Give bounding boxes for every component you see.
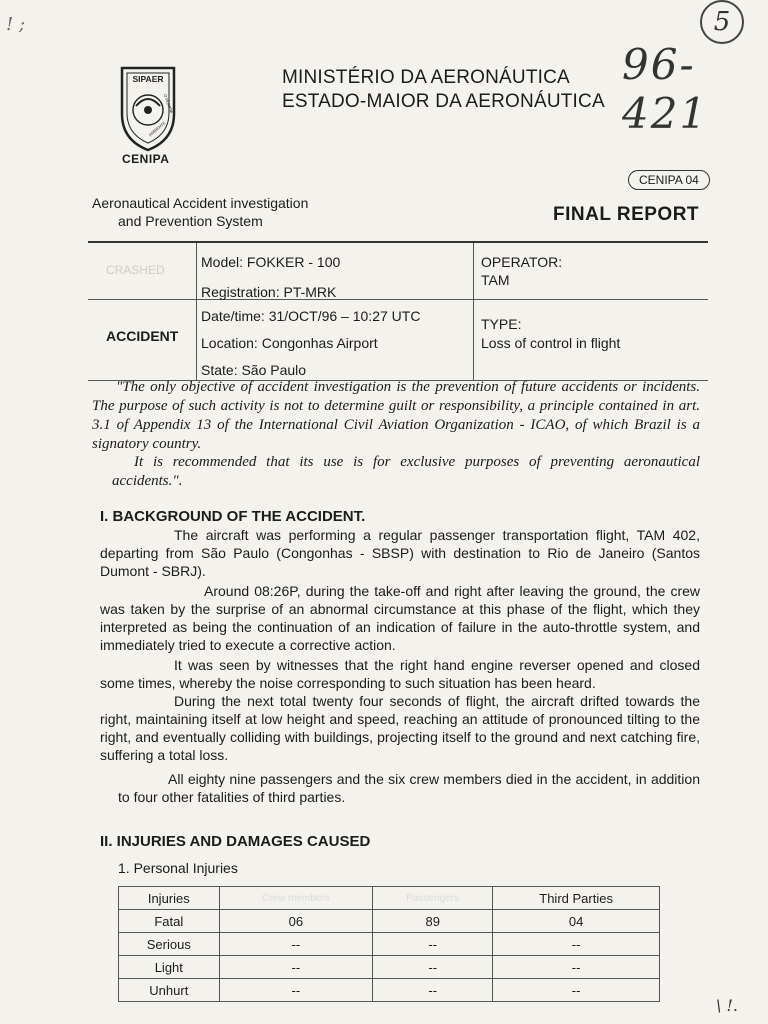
cell-passengers: --	[373, 979, 493, 1002]
table-header-row	[119, 887, 660, 910]
system-name	[92, 194, 308, 230]
handwritten-margin-mark: ! ;	[6, 14, 26, 35]
cell-passengers: --	[373, 933, 493, 956]
header-crew: Crew members	[219, 887, 373, 910]
disclaimer-paragraph-2: It is recommended that its use is for exclusive purposes of preventing aeronautical accidents.".	[112, 454, 700, 489]
occurrence-state: State: São Paulo	[201, 362, 307, 378]
section-1-paragraph-2: Around 08:26P, during the take-off and right after leaving the ground, the crew was taken by the surprise of an abnormal circumstance at this phase of the flight, which they interpreted as being the continuation of an indication of failure in the auto-throttle system, and immediately tried to execute a corrective action.	[100, 583, 700, 653]
faded-classification: CRASHED	[106, 263, 165, 277]
cell-crew: --	[219, 979, 373, 1002]
cell-passengers: --	[373, 956, 493, 979]
occurrence-location: Location: Congonhas Airport	[201, 335, 378, 351]
handwritten-case-number: 96-421	[622, 40, 709, 138]
logo-arc-top: SIPAER	[132, 74, 164, 84]
type-label: TYPE:	[481, 316, 522, 332]
accident-info-table	[88, 241, 708, 381]
cell-label: Light	[119, 956, 220, 979]
table-row	[119, 979, 660, 1002]
disclaimer-paragraph-1: "The only objective of accident investigation is the prevention of future accidents or incidents. The purpose of such activity is not to determine guilt or responsibility, a principle contained in art. 3.1 of Appendix 13 of the International Civil Aviation Organization - ICAO, of which Brazil is a signatory country.	[92, 379, 700, 452]
occurrence-category: ACCIDENT	[106, 328, 179, 344]
section-1-paragraph-1: The aircraft was performing a regular passenger transportation flight, TAM 402, departing from São Paulo (Congonhas - SBSP) with destination to Rio de Janeiro (Santos Dumont - SBRJ).	[100, 527, 700, 579]
system-line-1: Aeronautical Accident investigation	[92, 195, 309, 211]
handwritten-bottom-mark: \ !.	[716, 996, 738, 1015]
section-1-paragraph-3: It was seen by witnesses that the right hand engine reverser opened and closed some times, whereby the noise corresponding to such situation has been heard.	[100, 657, 700, 691]
report-title: FINAL REPORT	[553, 204, 700, 225]
document-code-badge: CENIPA 04	[628, 170, 710, 190]
sipaer-shield-logo	[118, 64, 178, 152]
cell-label: Fatal	[119, 910, 220, 933]
header-injuries: Injuries	[119, 887, 220, 910]
ministry-line-2: ESTADO-MAIOR DA AERONÁUTICA	[282, 91, 605, 112]
system-line-2: and Prevention System	[118, 213, 263, 229]
header-third-parties: Third Parties	[493, 887, 660, 910]
section-1-heading: I. BACKGROUND OF THE ACCIDENT.	[100, 508, 366, 525]
type-value: Loss of control in flight	[481, 335, 621, 351]
logo-arc-bottom: AMBIENTE	[147, 120, 167, 138]
cell-third-parties: 04	[493, 910, 660, 933]
cell-crew: --	[219, 933, 373, 956]
cell-third-parties: --	[493, 956, 660, 979]
aircraft-model: Model: FOKKER - 100	[201, 254, 341, 270]
cell-crew: --	[219, 956, 373, 979]
ministry-title	[282, 66, 605, 114]
table-row	[119, 956, 660, 979]
cell-third-parties: --	[493, 979, 660, 1002]
occurrence-datetime: Date/time: 31/OCT/96 – 10:27 UTC	[201, 308, 421, 324]
operator-value: TAM	[481, 272, 510, 288]
cell-label: Serious	[119, 933, 220, 956]
cell-passengers: 89	[373, 910, 493, 933]
ministry-line-1: MINISTÉRIO DA AERONÁUTICA	[282, 67, 570, 88]
operator-label: OPERATOR:	[481, 254, 563, 270]
section-2-heading: II. INJURIES AND DAMAGES CAUSED	[100, 833, 371, 850]
table-row	[119, 910, 660, 933]
handwritten-circled-number: 5	[700, 0, 744, 44]
logo-caption: CENIPA	[122, 152, 170, 166]
table-row	[119, 933, 660, 956]
cell-third-parties: --	[493, 933, 660, 956]
cell-crew: 06	[219, 910, 373, 933]
logo-arc-side: O HOMEM	[162, 93, 175, 114]
header-passengers: Passengers	[373, 887, 493, 910]
injuries-table	[118, 886, 660, 996]
aircraft-registration: Registration: PT-MRK	[201, 284, 337, 300]
section-1-paragraph-5: All eighty nine passengers and the six crew members died in the accident, in addition to four other fatalities of third parties.	[118, 771, 700, 805]
personal-injuries-subheading: 1. Personal Injuries	[118, 860, 238, 876]
cell-label: Unhurt	[119, 979, 220, 1002]
section-1-paragraph-4: During the next total twenty four seconds of flight, the aircraft drifted towards the right, maintaining itself at low height and speed, reaching an attitude of pronounced tilting to the right, and eventually colliding with buildings, projecting itself to the ground and next catching fire, suffering a total loss.	[100, 693, 700, 763]
